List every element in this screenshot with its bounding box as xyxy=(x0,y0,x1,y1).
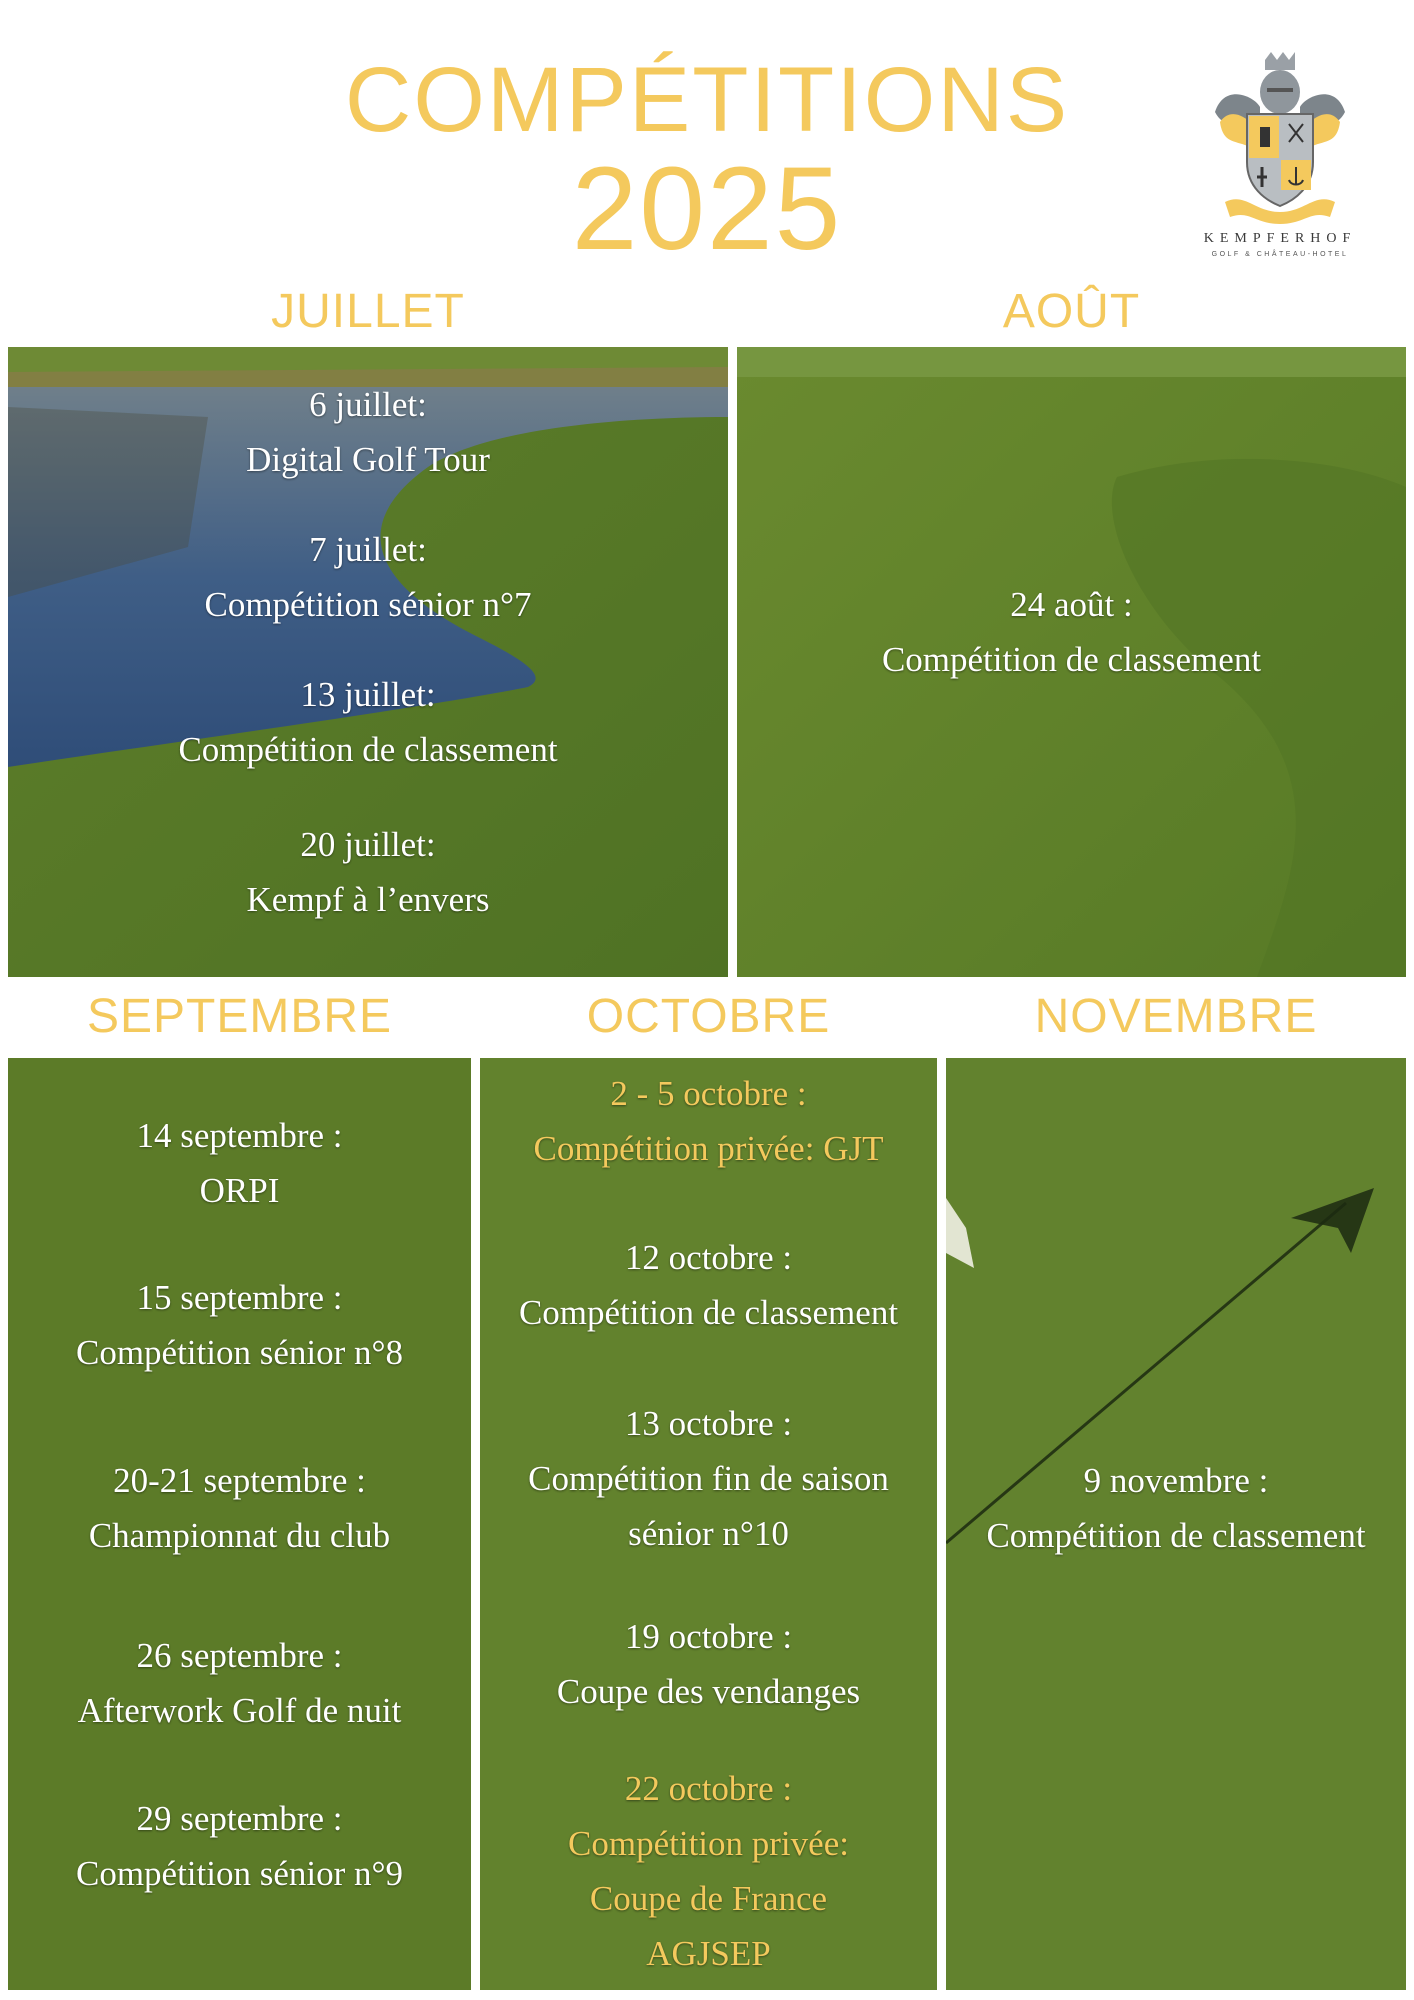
panel-novembre xyxy=(946,1058,1406,1990)
event-name-line3: AGJSEP xyxy=(646,1934,771,1973)
event-name: Compétition sénior n°8 xyxy=(75,1333,404,1372)
event-date: 15 septembre : xyxy=(136,1278,343,1317)
event-date: 22 octobre : xyxy=(624,1769,793,1808)
event-name: Afterwork Golf de nuit xyxy=(77,1691,402,1730)
event-juillet-4 xyxy=(8,817,728,927)
event-date: 19 octobre : xyxy=(624,1617,793,1656)
event-name: Compétition fin de saison xyxy=(528,1459,889,1498)
event-novembre-1 xyxy=(946,1453,1406,1563)
event-name-line2: Coupe de France xyxy=(589,1879,828,1918)
panel-juillet xyxy=(8,347,728,977)
event-name: Digital Golf Tour xyxy=(246,440,490,479)
event-date: 13 juillet: xyxy=(300,675,436,714)
event-octobre-3 xyxy=(480,1396,937,1561)
event-date: 20-21 septembre : xyxy=(113,1461,366,1500)
month-heading-juillet: JUILLET xyxy=(271,285,465,338)
poster-title: COMPÉTITIONS xyxy=(344,49,1070,151)
event-name: Compétition sénior n°7 xyxy=(204,585,532,624)
event-name: Compétition de classement xyxy=(881,640,1262,679)
kempferhof-logo xyxy=(1190,52,1370,267)
panel-octobre xyxy=(480,1058,937,1990)
event-juillet-2 xyxy=(8,522,728,632)
event-octobre-1 xyxy=(480,1066,937,1176)
event-date: 14 septembre : xyxy=(136,1116,343,1155)
event-date: 9 novembre : xyxy=(1083,1461,1269,1500)
event-date: 24 août : xyxy=(1010,585,1133,624)
event-date: 2 - 5 octobre : xyxy=(610,1074,807,1113)
event-juillet-3 xyxy=(8,667,728,777)
event-name-line2: sénior n°10 xyxy=(628,1514,789,1553)
event-juillet-1 xyxy=(8,377,728,487)
event-date: 26 septembre : xyxy=(136,1636,343,1675)
event-septembre-3 xyxy=(8,1453,471,1563)
event-name: Coupe des vendanges xyxy=(556,1672,861,1711)
month-heading-novembre: NOVEMBRE xyxy=(1034,990,1318,1043)
panel-septembre xyxy=(8,1058,471,1990)
event-date: 29 septembre : xyxy=(136,1799,343,1838)
event-name: Kempf à l’envers xyxy=(246,880,490,919)
event-octobre-4 xyxy=(480,1609,937,1719)
crest-icon xyxy=(1205,52,1355,227)
poster-year: 2025 xyxy=(571,143,843,275)
event-octobre-2 xyxy=(480,1230,937,1340)
event-septembre-2 xyxy=(8,1270,471,1380)
month-heading-aout: AOÛT xyxy=(1002,285,1141,338)
event-name: Compétition privée: xyxy=(568,1824,849,1863)
event-octobre-5 xyxy=(480,1761,937,1981)
event-name: ORPI xyxy=(199,1171,280,1210)
month-heading-septembre: SEPTEMBRE xyxy=(86,990,393,1043)
event-name: Compétition sénior n°9 xyxy=(75,1854,404,1893)
event-date: 6 juillet: xyxy=(309,385,427,424)
event-date: 12 octobre : xyxy=(624,1238,793,1277)
event-name: Compétition de classement xyxy=(986,1516,1366,1555)
logo-name: KEMPFERHOF xyxy=(1203,231,1357,246)
panel-aout xyxy=(737,347,1406,977)
event-name: Championnat du club xyxy=(88,1516,391,1555)
event-name: Compétition de classement xyxy=(178,730,558,769)
event-date: 13 octobre : xyxy=(624,1404,793,1443)
event-name: Compétition de classement xyxy=(518,1293,899,1332)
event-septembre-4 xyxy=(8,1628,471,1738)
month-heading-octobre: OCTOBRE xyxy=(586,990,831,1043)
event-date: 7 juillet: xyxy=(309,530,427,569)
event-name: Compétition privée: GJT xyxy=(533,1129,884,1168)
event-aout-1 xyxy=(737,577,1406,687)
event-septembre-1 xyxy=(8,1108,471,1218)
event-septembre-5 xyxy=(8,1791,471,1901)
logo-subtitle: GOLF & CHÂTEAU-HOTEL xyxy=(1211,251,1349,258)
event-date: 20 juillet: xyxy=(300,825,436,864)
